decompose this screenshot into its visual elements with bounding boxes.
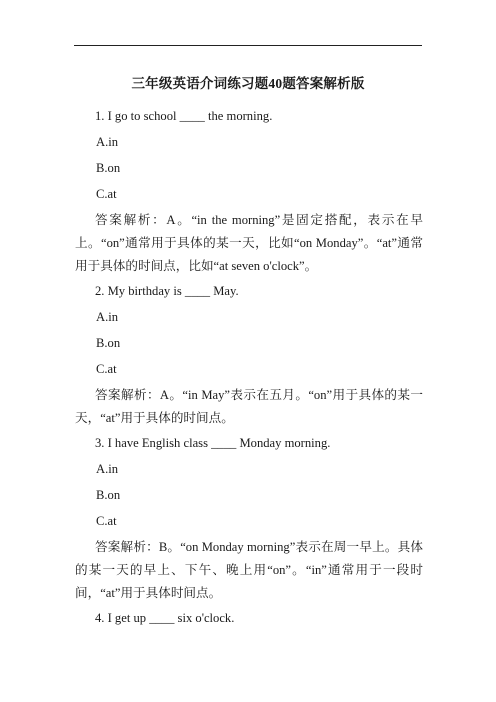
header-rule <box>74 45 422 46</box>
question-block <box>75 105 423 278</box>
document-body <box>75 103 423 630</box>
option-b: B.on <box>96 336 121 350</box>
option-b: B.on <box>96 488 121 502</box>
question-stem: 2. My birthday is ____ May. <box>95 284 239 298</box>
option-c: C.at <box>96 187 117 201</box>
answer-explanation: 答案解析：B。“on Monday morning”表示在周一早上。具体的某一天的早上、下午、晚上用“on”。“in”通常用于一段时间，“at”用于具体时间点。 <box>75 540 423 600</box>
option-a: A.in <box>96 462 119 476</box>
question-block <box>75 607 423 630</box>
question-stem: 1. I go to school ____ the morning. <box>95 109 273 123</box>
answer-explanation: 答案解析：A。“in the morning”是固定搭配，表示在早上。“on”通常用于具体的某一天，比如“on Monday”。“at”通常用于具体的时间点，比如“at seven o'clock”。 <box>75 213 423 273</box>
option-c: C.at <box>96 362 117 376</box>
option-c: C.at <box>96 514 117 528</box>
option-b: B.on <box>96 161 121 175</box>
question-stem: 3. I have English class ____ Monday morning. <box>95 436 331 450</box>
answer-explanation: 答案解析：A。“in May”表示在五月。“on”用于具体的某一天，“at”用于具体的时间点。 <box>75 388 423 425</box>
question-block <box>75 432 423 605</box>
option-a: A.in <box>96 310 119 324</box>
question-block <box>75 280 423 430</box>
option-a: A.in <box>96 135 119 149</box>
question-stem: 4. I get up ____ six o'clock. <box>95 611 235 625</box>
page-title: 三年级英语介词练习题40题答案解析版 <box>131 76 365 91</box>
